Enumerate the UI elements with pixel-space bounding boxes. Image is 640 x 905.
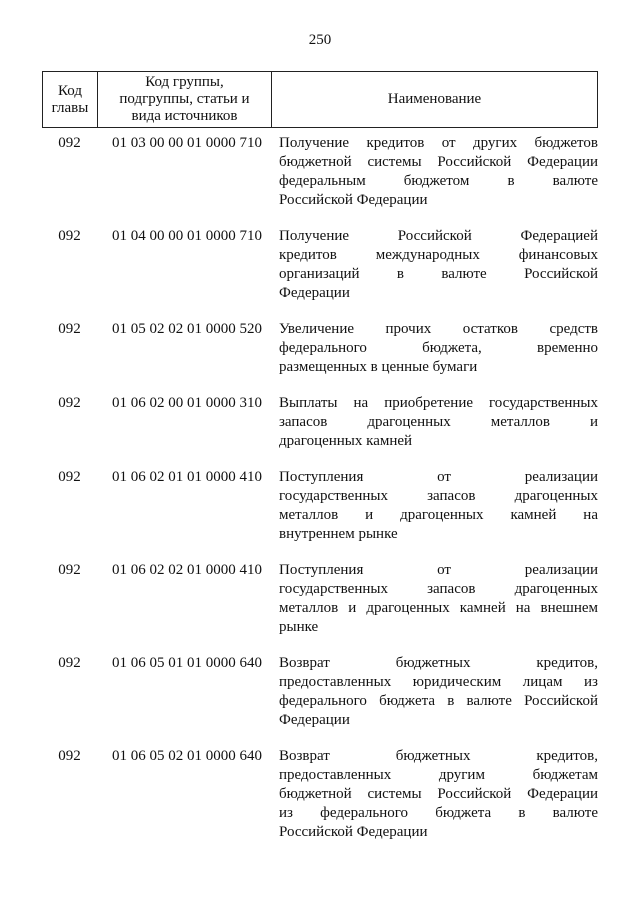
header-group-code-line: подгруппы, статьи и [119, 91, 250, 107]
name-line: Возврат бюджетных кредитов, [279, 748, 598, 764]
name-line: металлов и драгоценных камней на внешнем [279, 600, 598, 616]
name-line: организаций в валюте Российской [279, 266, 598, 282]
name-line: Выплаты на приобретение государственных [279, 395, 598, 411]
chapter-code-cell: 092 [58, 321, 81, 337]
name-line: государственных запасов драгоценных [279, 581, 598, 597]
name-cell [277, 561, 598, 637]
group-code-cell: 01 05 02 02 01 0000 520 [112, 321, 262, 337]
page-number: 250 [308, 32, 332, 48]
header-chapter-code-line: Код [58, 82, 82, 99]
chapter-code-cell: 092 [58, 395, 81, 411]
name-line: запасов драгоценных металлов и [279, 414, 598, 430]
name-cell [277, 394, 598, 451]
name-line: из федерального бюджета в валюте [279, 805, 598, 821]
name-line: федерального бюджета в валюте Российской [279, 693, 598, 709]
group-code-cell: 01 06 05 01 01 0000 640 [112, 655, 262, 671]
group-code-cell: 01 06 02 00 01 0000 310 [112, 395, 262, 411]
name-line: федеральным бюджетом в валюте [279, 173, 598, 189]
name-line: кредитов международных финансовых [279, 247, 598, 263]
table-row [42, 320, 598, 377]
name-line: металлов и драгоценных камней на [279, 507, 598, 523]
name-line: драгоценных камней [279, 433, 413, 449]
name-line: Поступления от реализации [279, 469, 598, 485]
group-code-cell: 01 03 00 00 01 0000 710 [112, 135, 262, 151]
chapter-code-cell: 092 [58, 748, 81, 764]
name-cell [277, 468, 598, 544]
name-line: Федерации [279, 712, 350, 728]
name-line: рынке [279, 619, 319, 635]
name-cell [277, 654, 598, 730]
table-row [42, 654, 598, 730]
name-line: Получение кредитов от других бюджетов [279, 135, 598, 151]
name-line: Российской Федерации [279, 192, 428, 208]
name-cell [277, 134, 598, 210]
name-cell [277, 747, 598, 842]
name-cell [277, 227, 598, 303]
group-code-cell: 01 06 02 01 01 0000 410 [112, 469, 262, 485]
name-line: бюджетной системы Российской Федерации [279, 154, 598, 170]
chapter-code-cell: 092 [58, 655, 81, 671]
header-group-code-line: вида источников [131, 108, 238, 124]
name-line: предоставленных юридическим лицам из [279, 674, 598, 690]
header-group-code-line: Код группы, [145, 74, 224, 90]
header-group-code [98, 72, 272, 127]
table-row [42, 134, 598, 210]
table-row [42, 561, 598, 637]
chapter-code-cell: 092 [58, 228, 81, 244]
group-code-cell: 01 06 05 02 01 0000 640 [112, 748, 262, 764]
name-line: предоставленных другим бюджетам [279, 767, 598, 783]
name-line: внутреннем рынке [279, 526, 398, 542]
table-row [42, 227, 598, 303]
name-line: Российской Федерации [279, 824, 428, 840]
table-header [42, 71, 598, 128]
group-code-cell: 01 06 02 02 01 0000 410 [112, 562, 262, 578]
name-line: Получение Российской Федерацией [279, 228, 598, 244]
name-line: Федерации [279, 285, 350, 301]
name-line: Возврат бюджетных кредитов, [279, 655, 598, 671]
table-row [42, 747, 598, 842]
table-row [42, 394, 598, 451]
table-body [42, 134, 598, 859]
name-line: бюджетной системы Российской Федерации [279, 786, 598, 802]
header-chapter-code [43, 72, 98, 127]
name-line: государственных запасов драгоценных [279, 488, 598, 504]
name-line: федерального бюджета, временно [279, 340, 598, 356]
group-code-cell: 01 04 00 00 01 0000 710 [112, 228, 262, 244]
header-chapter-code-line: главы [51, 99, 89, 116]
name-line: размещенных в ценные бумаги [279, 359, 478, 375]
chapter-code-cell: 092 [58, 562, 81, 578]
chapter-code-cell: 092 [58, 135, 81, 151]
table-row [42, 468, 598, 544]
chapter-code-cell: 092 [58, 469, 81, 485]
name-line: Увеличение прочих остатков средств [279, 321, 598, 337]
name-line: Поступления от реализации [279, 562, 598, 578]
header-name: Наименование [387, 91, 482, 107]
name-cell [277, 320, 598, 377]
